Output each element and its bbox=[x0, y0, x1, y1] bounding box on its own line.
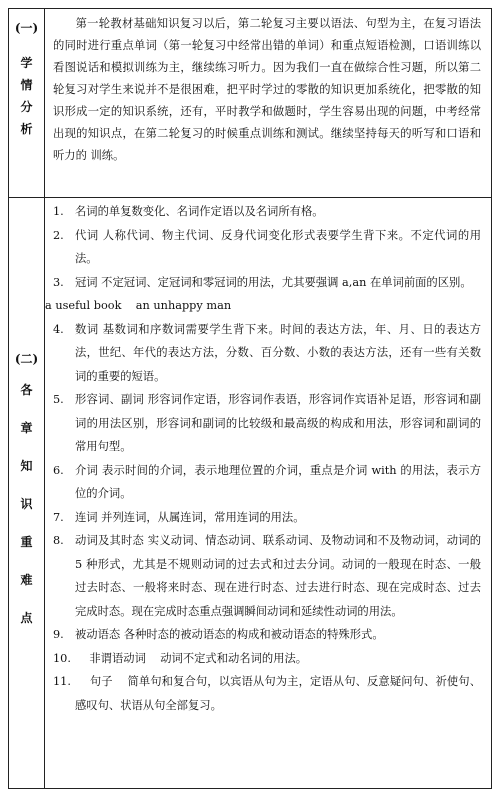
item-index: 7. bbox=[53, 510, 64, 524]
list-item-example bbox=[45, 294, 481, 318]
section-1-char: 分 bbox=[20, 100, 33, 114]
item-text: 被动语态 各种时态的被动语态的构成和被动语态的特殊形式。 bbox=[75, 628, 384, 641]
section-1-char: 情 bbox=[20, 78, 33, 92]
item-text: 数词 基数词和序数词需要学生背下来。时间的表达方法，年、月、日的表达方法，世纪、年代的表达方法，分数、百分数、小数的表达方法，还有一些有关数词的重要的短语。 bbox=[75, 322, 481, 383]
list-item bbox=[53, 623, 481, 647]
section-2-char: 章 bbox=[20, 420, 33, 435]
item-index: 10. bbox=[53, 651, 71, 665]
item-index: 9. bbox=[53, 628, 64, 641]
item-text-wrap bbox=[75, 271, 481, 295]
list-item bbox=[53, 271, 481, 295]
document-table bbox=[8, 8, 492, 789]
list-item bbox=[53, 200, 481, 224]
item-index: 4. bbox=[53, 322, 64, 336]
item-example-text: a useful book an unhappy man bbox=[45, 299, 232, 312]
section-1-number: (一) bbox=[14, 21, 39, 35]
list-item bbox=[53, 647, 481, 671]
item-index: 11. bbox=[53, 675, 71, 688]
list-item bbox=[53, 506, 481, 530]
item-text: 介词 表示时间的介词，表示地理位置的介词，重点是介词 with 的用法，表示方位的介词。 bbox=[75, 463, 481, 500]
item-index: 1. bbox=[53, 205, 64, 218]
section-1-text: 第一轮教材基础知识复习以后，第二轮复习主要以语法、句型为主，在复习语法的同时进行重点单词（第一轮复习中经常出错的单词）和重点短语检测，口语训练以看图说话和模拟训练为主，继续练习听力。因为我们一直在做综合性习题，所以第二轮复习对学生来说并不是很困难，把平时学过的零散的知识更加系统化，把零散的知识形成一定的知识系统，还有，平时教学和做题时，学生容易出现的问题，中考经常出现的知识点，在第二轮复习的时候重点训练和测试。继续坚持每天的听写和口语和听力的 训练。 bbox=[53, 17, 481, 162]
item-text: 名词的单复数变化、名词作定语以及名词所有格。 bbox=[75, 205, 324, 218]
section-2-row bbox=[9, 198, 491, 788]
section-2-char: 重 bbox=[20, 534, 33, 549]
section-2-content bbox=[45, 198, 491, 788]
item-text: 冠词 不定冠词、定冠词和零冠词的用法，尤其要强调 a,an 在单词前面的区别。 bbox=[75, 275, 472, 289]
section-1-char: 学 bbox=[20, 56, 33, 70]
list-item bbox=[53, 670, 481, 717]
list-item bbox=[53, 388, 481, 459]
list-item bbox=[53, 224, 481, 271]
section-2-char: 识 bbox=[20, 496, 33, 511]
list-item bbox=[53, 459, 481, 506]
item-index: 6. bbox=[53, 463, 64, 477]
section-2-char: 点 bbox=[20, 610, 33, 625]
item-index: 8. bbox=[53, 534, 64, 547]
item-text: 句子 简单句和复合句，以宾语从句为主，定语从句、反意疑问句、祈使句、感叹句、状语从句全部复习。 bbox=[75, 675, 481, 712]
list-item bbox=[53, 318, 481, 389]
section-1-label bbox=[9, 9, 45, 197]
section-2-number: (二) bbox=[14, 351, 39, 366]
item-text: 形容词、副词 形容词作定语，形容词作表语，形容词作宾语补足语，形容词和副词的用法区别，形容词和副词的比较级和最高级的构成和用法，形容词和副词的常用句型。 bbox=[75, 393, 481, 453]
list-item bbox=[53, 529, 481, 623]
section-2-char: 知 bbox=[20, 458, 33, 473]
item-text: 动词及其时态 实义动词、情态动词、联系动词、及物动词和不及物动词，动词的 5 种形式，尤其是不规则动词的过去式和过去分词。动词的一般现在时态、一般过去时态、一般将来时态、现在进行时态、过去进行时态、现在完成时态、过去完成时态。现在完成时态重点强调瞬间动词和延续性动词的用法。 bbox=[75, 534, 481, 618]
item-index: 3. bbox=[53, 275, 64, 289]
item-index: 5. bbox=[53, 393, 64, 406]
section-2-char: 难 bbox=[20, 572, 33, 587]
item-text: 非谓语动词 动词不定式和动名词的用法。 bbox=[75, 651, 308, 665]
item-text: 连词 并列连词，从属连词，常用连词的用法。 bbox=[75, 510, 305, 524]
item-index: 2. bbox=[53, 228, 64, 242]
section-2-label bbox=[9, 198, 45, 788]
item-text: 代词 人称代词、物主代词、反身代词变化形式表要学生背下来。不定代词的用法。 bbox=[75, 228, 481, 265]
section-2-char: 各 bbox=[20, 382, 33, 397]
section-1-row bbox=[9, 9, 491, 198]
section-1-char: 析 bbox=[20, 122, 33, 136]
section-1-content bbox=[45, 9, 491, 197]
